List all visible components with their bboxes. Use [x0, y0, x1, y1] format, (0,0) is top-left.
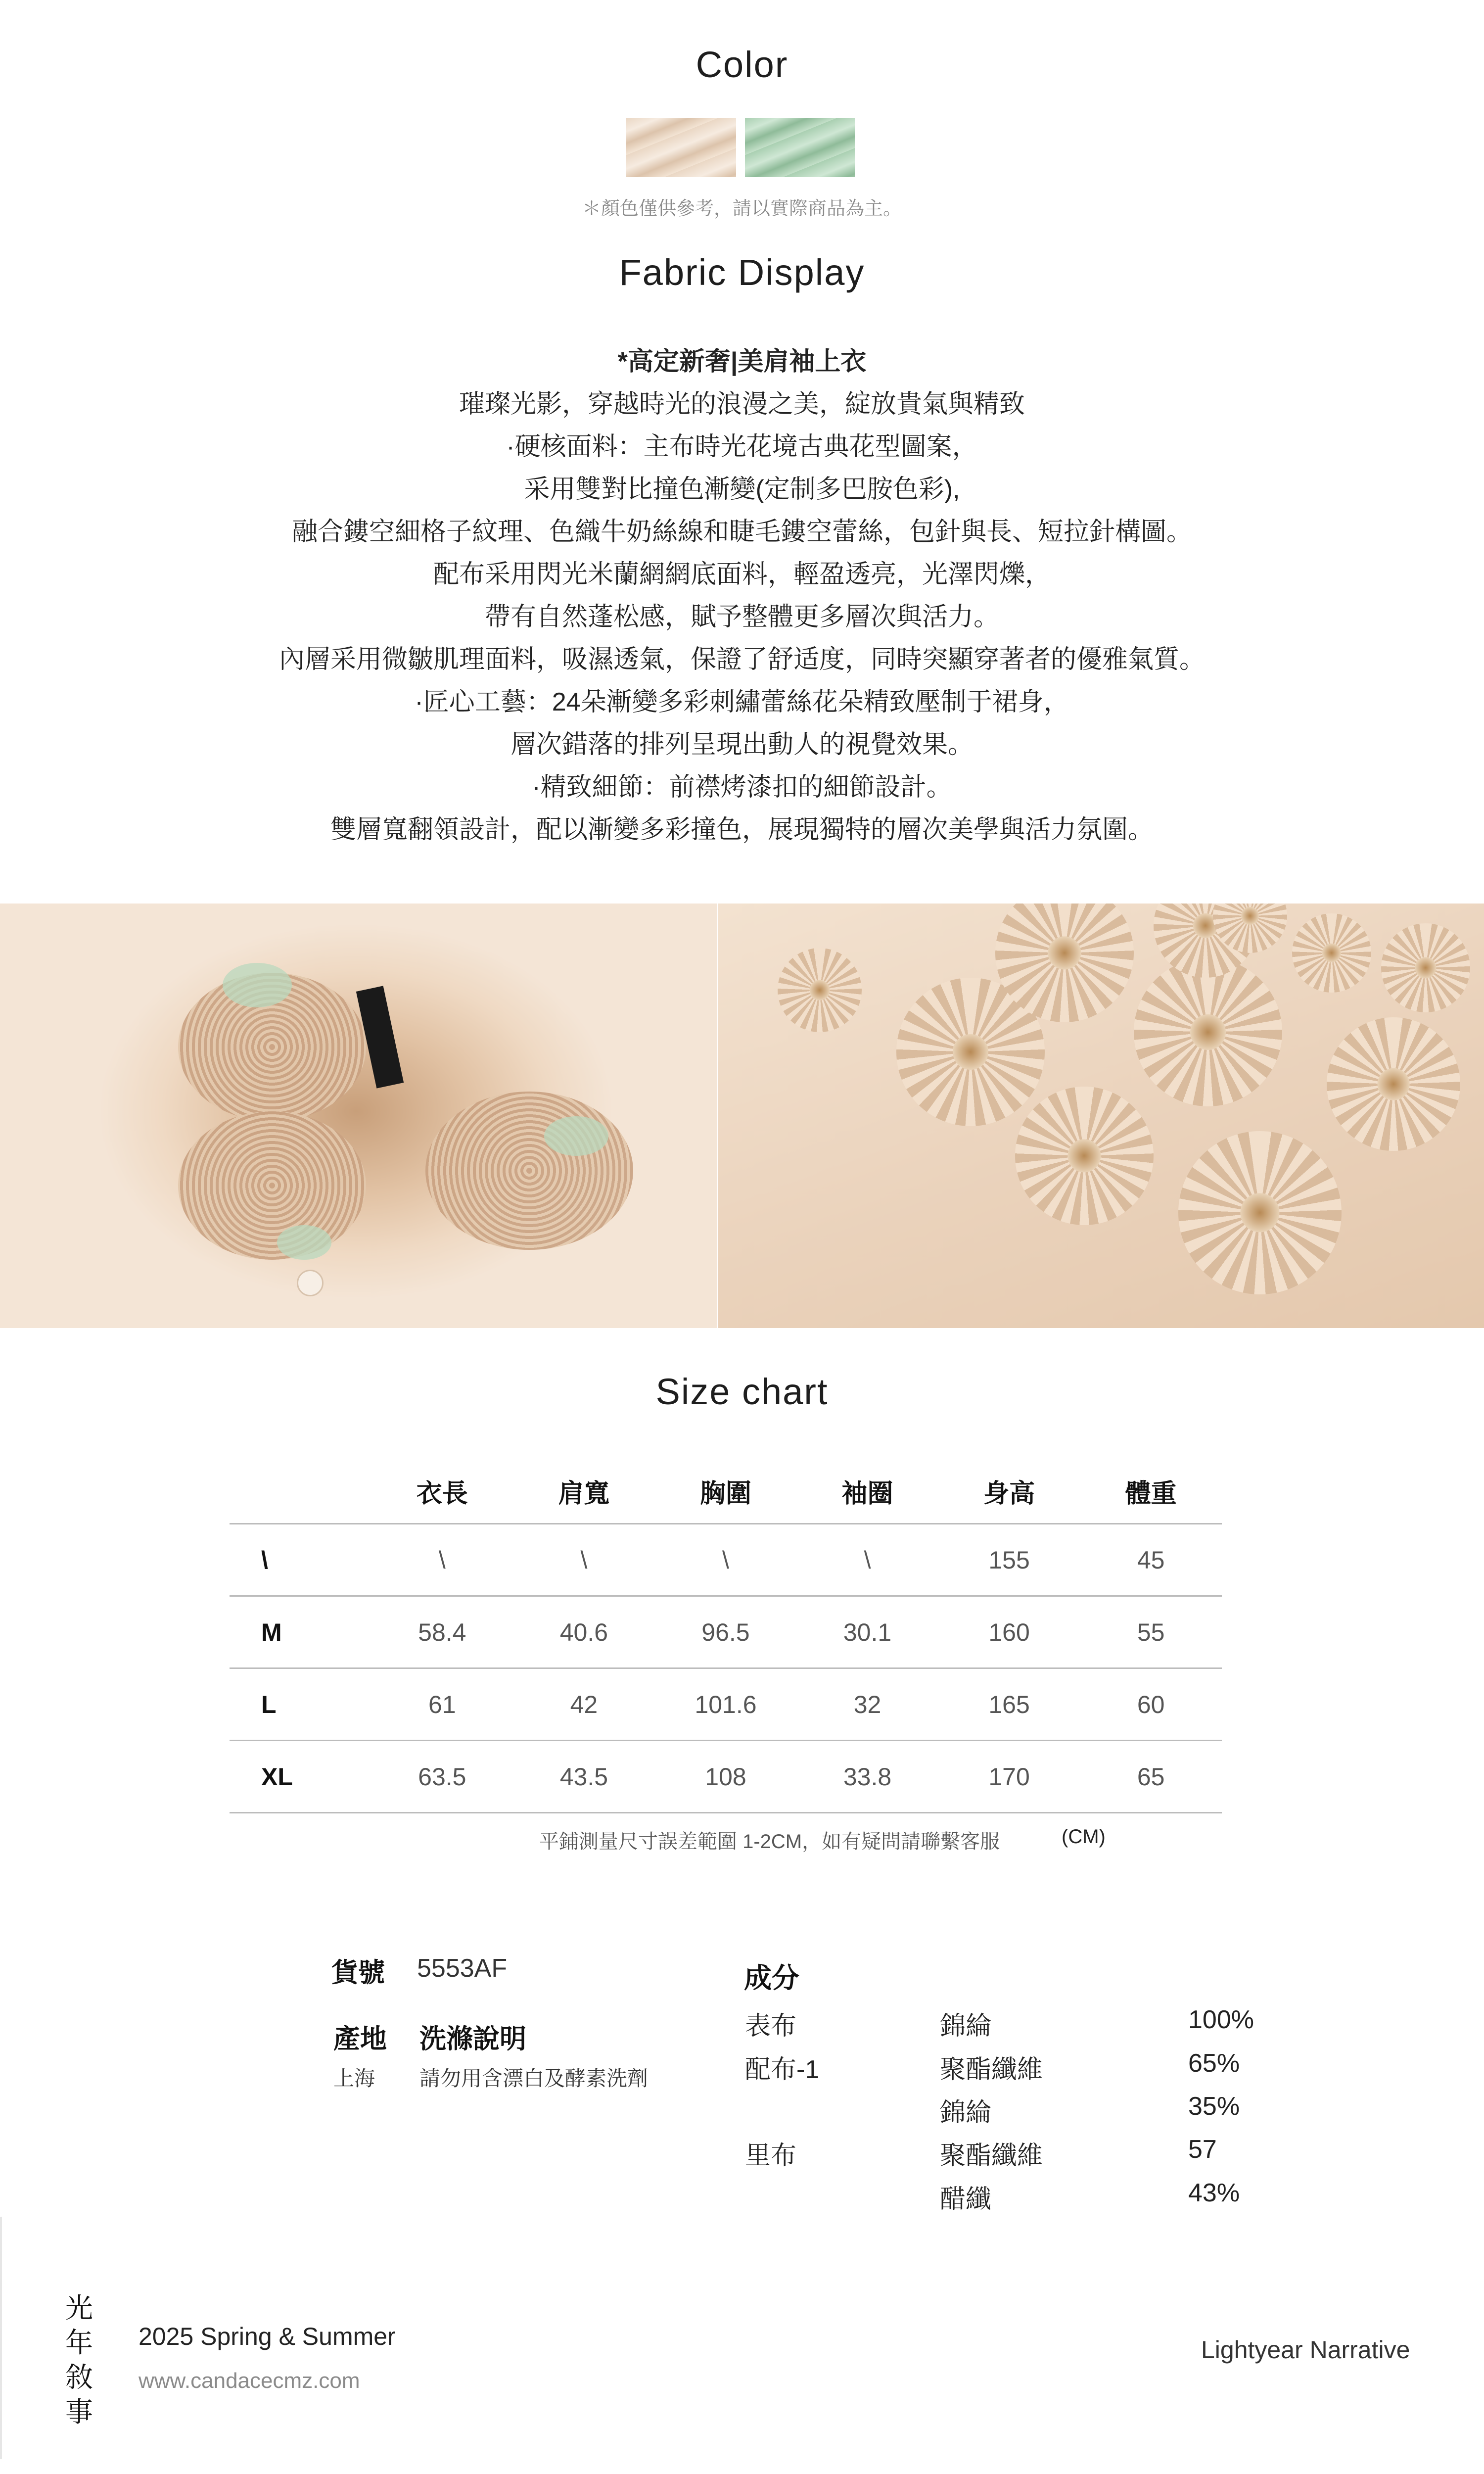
- composition-percent: 65%: [1188, 2049, 1240, 2078]
- collar-detail-photo: [0, 904, 717, 1328]
- product-description: [0, 340, 1484, 851]
- size-label: \: [230, 1524, 371, 1596]
- table-cell: 55: [1080, 1596, 1222, 1668]
- table-cell: 160: [938, 1596, 1080, 1668]
- table-cell: 30.1: [796, 1596, 938, 1668]
- mint-embroidery: [277, 1225, 331, 1260]
- composition-part: 配布-1: [745, 2055, 820, 2084]
- table-cell: 33.8: [796, 1741, 938, 1813]
- table-cell: 65: [1080, 1741, 1222, 1813]
- composition-percent: 100%: [1188, 2005, 1254, 2034]
- composition-label: 成分: [744, 1962, 799, 1994]
- composition-material: 醋纖: [940, 2185, 992, 2214]
- table-cell: \: [371, 1524, 513, 1596]
- column-header: 胸圍: [699, 1479, 751, 1508]
- composition-material: 錦綸: [940, 2098, 992, 2127]
- column-header: 肩寬: [558, 1479, 610, 1508]
- flower-appliqué: [1178, 1131, 1342, 1294]
- description-line: 璀璨光影，穿越時光的浪漫之美，綻放貴氣與精致: [459, 390, 1025, 419]
- composition-percent: 57: [1188, 2135, 1217, 2164]
- table-cell: 58.4: [371, 1596, 513, 1668]
- description-line: ·精致細節：前襟烤漆扣的細節設計。: [532, 773, 952, 802]
- table-row: [230, 1524, 1222, 1596]
- column-header: 身高: [983, 1479, 1035, 1508]
- color-section-title: Color: [696, 44, 788, 85]
- flower-appliqué: [1134, 958, 1282, 1106]
- column-header: 袖圈: [841, 1479, 893, 1508]
- size-label: M: [230, 1596, 371, 1668]
- sku-label: 貨號: [331, 1958, 385, 1988]
- composition-part: 里布: [745, 2141, 797, 2170]
- description-line: 融合鏤空細格子紋理、色織牛奶絲線和睫毛鏤空蕾絲，包針與長、短拉針構圖。: [291, 518, 1192, 546]
- wash-instructions-label: 洗滌說明: [419, 2024, 526, 2054]
- beige-color-swatch[interactable]: [626, 118, 736, 177]
- table-cell: 155: [938, 1524, 1080, 1596]
- size-chart-table: [230, 1459, 1222, 1813]
- column-header: 衣長: [416, 1479, 468, 1508]
- brand-slogan: Lightyear Narrative: [1201, 2336, 1410, 2364]
- table-row: [230, 1596, 1222, 1668]
- composition-part: 表布: [745, 2012, 797, 2041]
- sku-value: 5553AF: [417, 1954, 508, 1983]
- size-chart-title: Size chart: [655, 1371, 829, 1412]
- flower-appliqué: [1381, 923, 1470, 1012]
- mint-color-swatch[interactable]: [745, 118, 855, 177]
- lace-embroidery: [425, 1092, 633, 1250]
- brand-vertical-title: 光年敘事: [65, 2292, 93, 2427]
- column-header: 體重: [1125, 1479, 1177, 1508]
- size-label: L: [230, 1668, 371, 1741]
- size-unit: (CM): [1062, 1826, 1106, 1848]
- description-line: 層次錯落的排列呈現出動人的視覺效果。: [510, 730, 974, 759]
- description-line: ·硬核面料：主布時光花境古典花型圖案，: [506, 432, 978, 461]
- color-disclaimer: ＊顏色僅供參考，請以實際商品為主。: [582, 198, 902, 219]
- composition-percent: 43%: [1188, 2179, 1240, 2207]
- flower-appliqué: [1327, 1017, 1460, 1151]
- table-cell: 165: [938, 1668, 1080, 1741]
- composition-material: 聚酯纖維: [940, 2055, 1043, 2084]
- table-cell: 96.5: [655, 1596, 797, 1668]
- table-cell: 61: [371, 1668, 513, 1741]
- table-cell: 60: [1080, 1668, 1222, 1741]
- table-cell: 63.5: [371, 1741, 513, 1813]
- description-line: *高定新奢|美肩袖上衣: [617, 347, 867, 376]
- size-label: XL: [230, 1741, 371, 1813]
- lacquer-button: [297, 1270, 324, 1296]
- flower-appliqué: [778, 948, 862, 1032]
- wash-instructions-value: 請勿用含漂白及酵素洗劑: [419, 2067, 649, 2090]
- left-divider: [0, 2217, 2, 2459]
- composition-material: 聚酯纖維: [940, 2141, 1043, 2170]
- table-cell: 45: [1080, 1524, 1222, 1596]
- composition-percent: 35%: [1188, 2092, 1240, 2121]
- table-cell: 101.6: [655, 1668, 797, 1741]
- description-line: 內層采用微皺肌理面料，吸濕透氣，保證了舒适度，同時突顯穿著者的優雅氣質。: [278, 645, 1205, 674]
- description-line: ·匠心工藝：24朵漸變多彩刺繡蕾絲花朵精致壓制于裙身，: [415, 688, 1069, 716]
- season-label: 2025 Spring & Summer: [139, 2323, 396, 2350]
- mint-embroidery: [223, 963, 292, 1007]
- flower-detail-photo: [718, 904, 1484, 1328]
- fabric-section-title: Fabric Display: [619, 252, 865, 293]
- table-cell: 40.6: [513, 1596, 655, 1668]
- origin-label: 產地: [333, 2024, 387, 2054]
- column-header: [230, 1459, 371, 1524]
- description-line: 采用雙對比撞色漸變(定制多巴胺色彩),: [524, 475, 960, 504]
- table-cell: 42: [513, 1668, 655, 1741]
- table-row: [230, 1741, 1222, 1813]
- description-line: 雙層寬翻領設計，配以漸變多彩撞色，展現獨特的層次美學與活力氛圍。: [330, 815, 1154, 844]
- table-cell: \: [796, 1524, 938, 1596]
- lace-embroidery: [178, 1111, 366, 1260]
- origin-value: 上海: [333, 2067, 375, 2090]
- table-cell: 170: [938, 1741, 1080, 1813]
- description-line: 帶有自然蓬松感，賦予整體更多層次與活力。: [484, 603, 999, 631]
- description-line: 配布采用閃光米蘭網網底面料，輕盈透亮，光澤閃爍，: [433, 560, 1051, 589]
- table-cell: 108: [655, 1741, 797, 1813]
- composition-material: 錦綸: [940, 2012, 992, 2041]
- flower-appliqué: [1292, 913, 1371, 993]
- flower-appliqué: [1015, 1087, 1154, 1225]
- table-cell: \: [513, 1524, 655, 1596]
- size-tolerance-note: 平鋪測量尺寸誤差範圍 1-2CM，如有疑問請聯繫客服: [539, 1831, 1000, 1853]
- table-cell: 43.5: [513, 1741, 655, 1813]
- table-cell: 32: [796, 1668, 938, 1741]
- size-table-header-row: [230, 1459, 1222, 1524]
- mint-embroidery: [544, 1116, 608, 1156]
- table-cell: \: [655, 1524, 797, 1596]
- website-link[interactable]: www.candacecmz.com: [139, 2369, 360, 2393]
- table-row: [230, 1668, 1222, 1741]
